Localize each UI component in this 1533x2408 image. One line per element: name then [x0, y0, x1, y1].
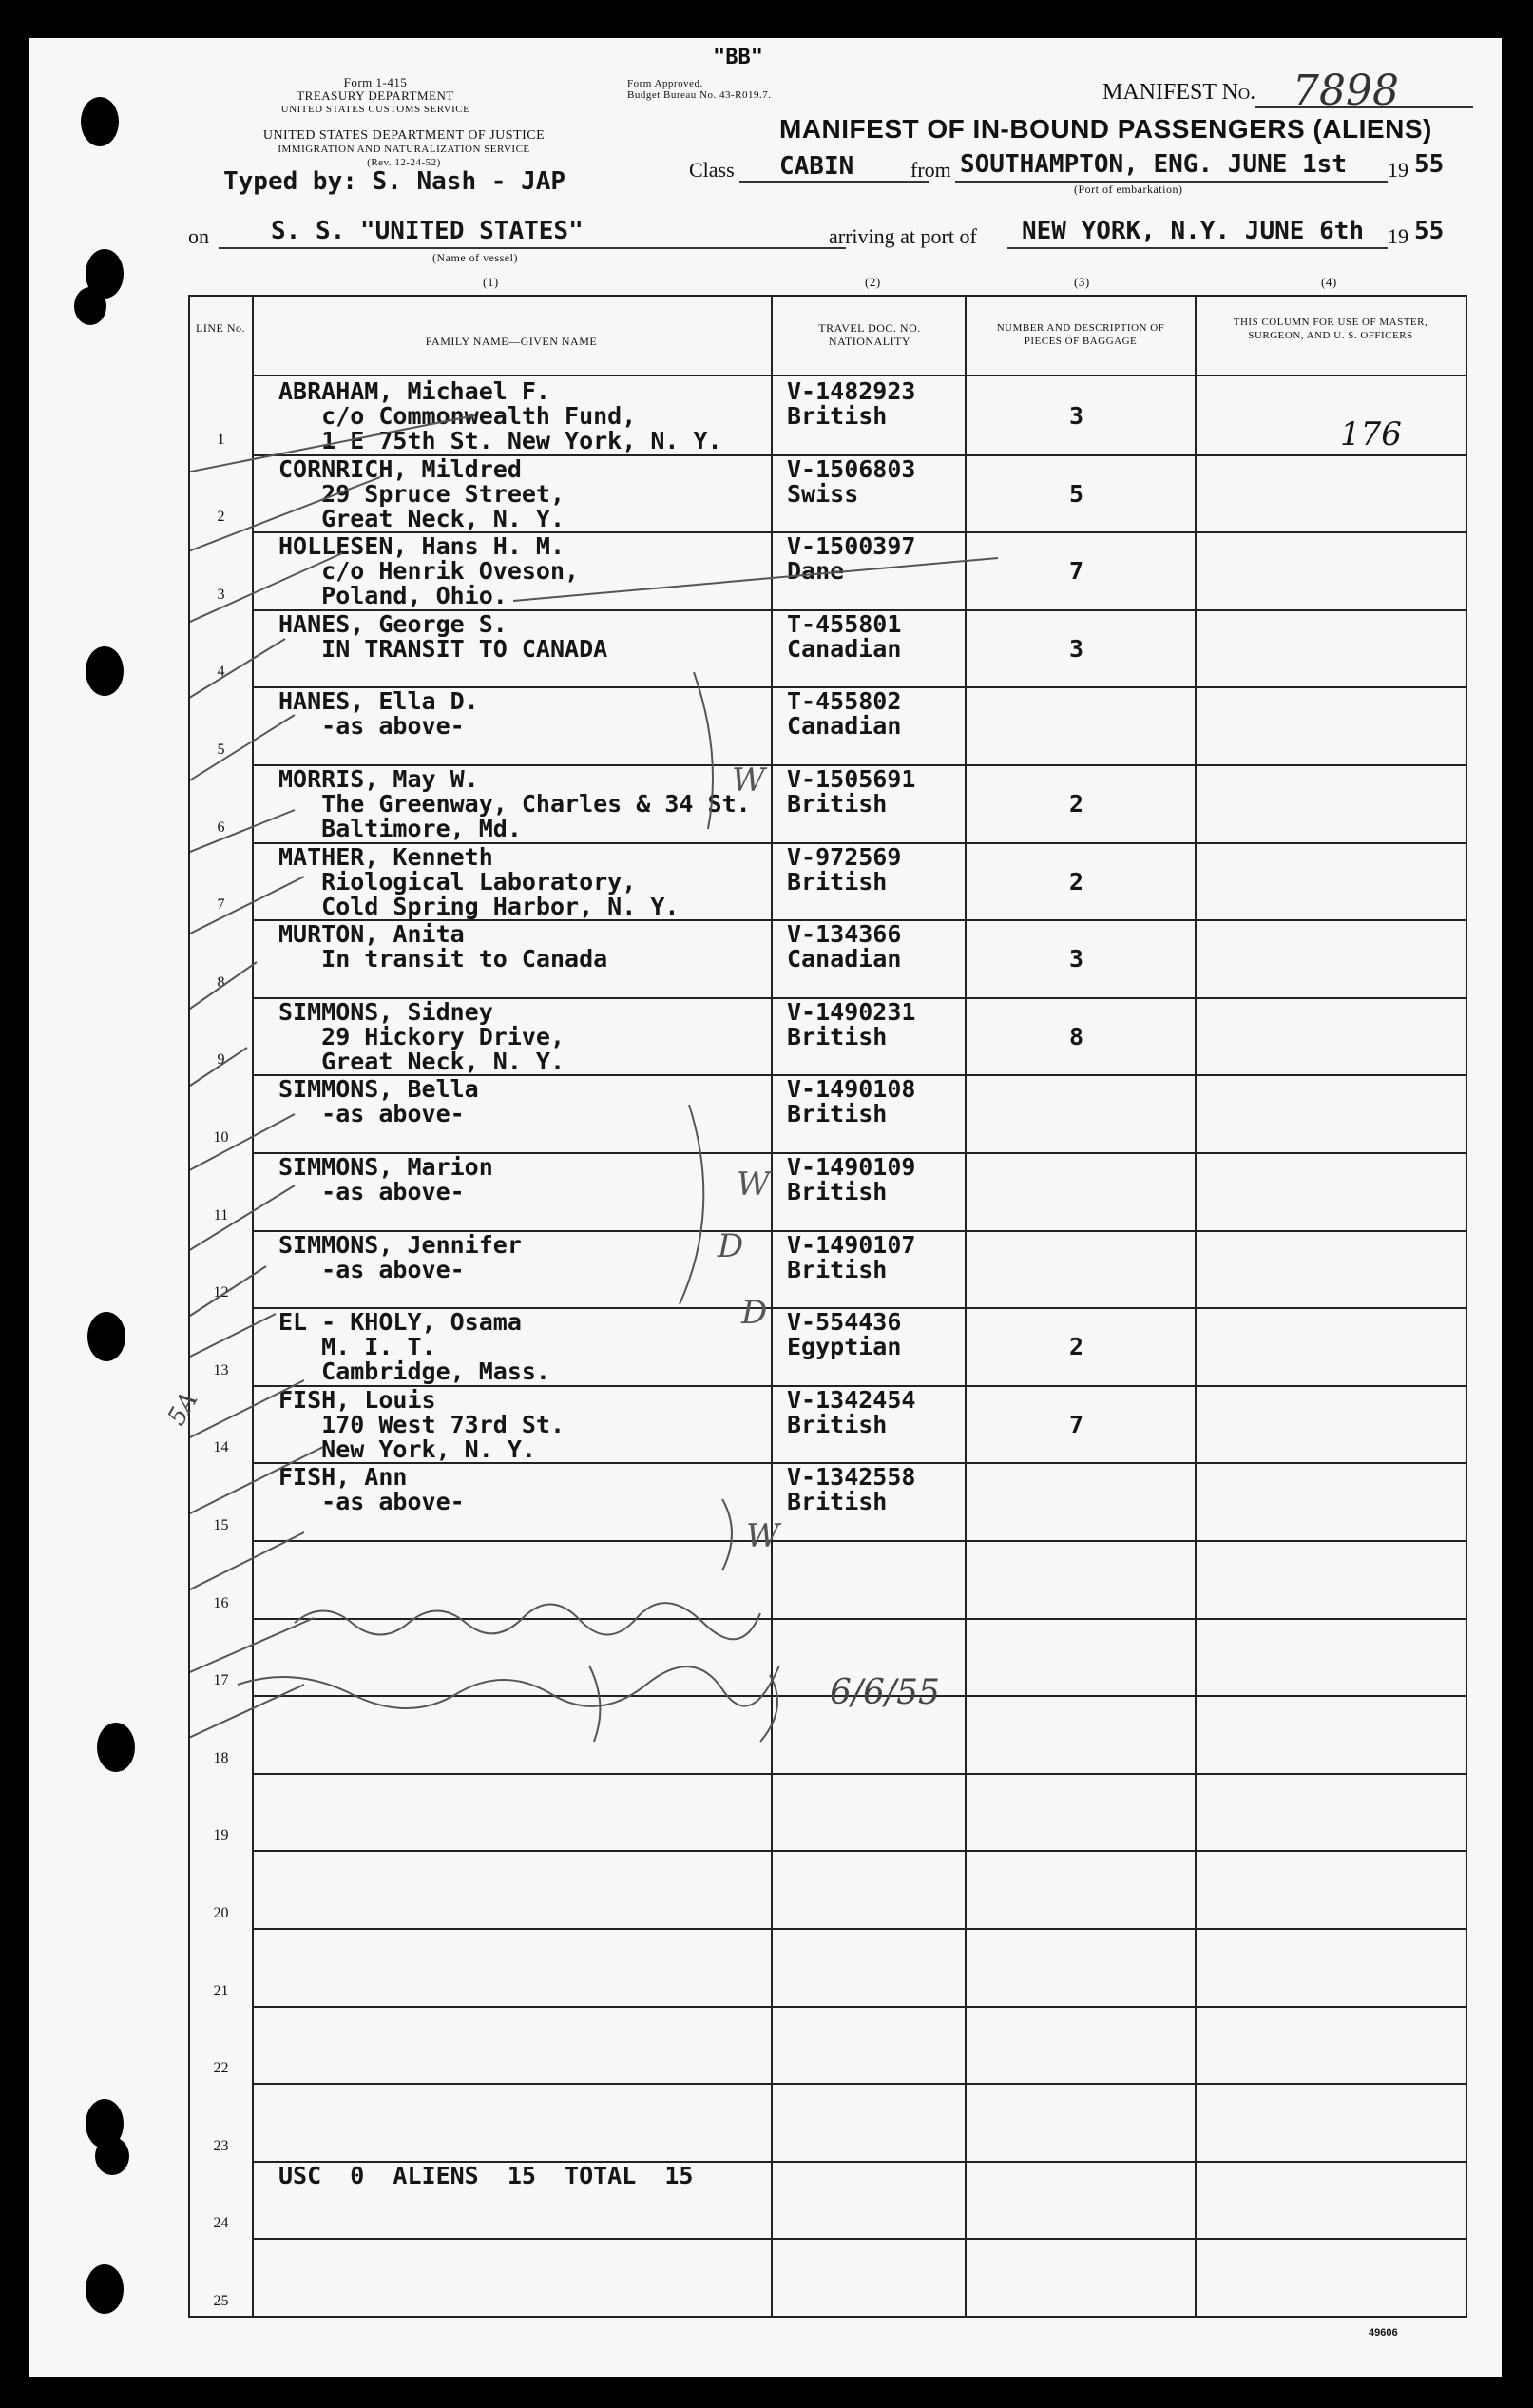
- line-number: 6: [217, 819, 225, 836]
- passenger-name-line: FISH, Ann: [278, 1463, 408, 1492]
- line-number: 4: [217, 664, 225, 681]
- line-number: 17: [213, 1672, 229, 1689]
- passenger-name-line: SIMMONS, Bella: [278, 1075, 479, 1104]
- manifest-page: [29, 38, 1502, 2377]
- hand-mark-w: W: [746, 1517, 779, 1555]
- passenger-name-line: FISH, Louis: [278, 1385, 436, 1414]
- nationality: Egyptian: [787, 1333, 902, 1361]
- travel-doc-number: V-1490107: [787, 1230, 916, 1259]
- class-value: CABIN: [779, 152, 854, 181]
- manifest-no-value: 7898: [1293, 67, 1399, 115]
- line-number: 24: [213, 2215, 229, 2232]
- budget-bureau: Budget Bureau No. 43-R019.7.: [627, 89, 772, 101]
- check-mark: [190, 1618, 314, 1685]
- passenger-name-line: SIMMONS, Marion: [278, 1153, 493, 1181]
- line-number: 25: [213, 2292, 229, 2309]
- line-number: 23: [213, 2137, 229, 2154]
- travel-doc-number: V-1342454: [787, 1385, 916, 1414]
- travel-doc-number: V-1490231: [787, 997, 916, 1026]
- passenger-name-line: HANES, George S.: [278, 609, 508, 638]
- punch-hole: [95, 2137, 129, 2175]
- from-year: 55: [1414, 150, 1445, 179]
- line-number: 8: [217, 973, 225, 991]
- nationality: British: [787, 402, 888, 430]
- vessel-value: S. S. "UNITED STATES": [271, 217, 584, 245]
- arriving-year: 55: [1414, 217, 1445, 245]
- line-no-header: LINE No.: [196, 321, 245, 335]
- travel-doc-number: V-1500397: [787, 532, 916, 561]
- passenger-name-line: -as above-: [278, 1255, 465, 1283]
- passenger-name-line: 29 Hickory Drive,: [278, 1022, 565, 1050]
- on-label: on: [188, 224, 209, 248]
- baggage-count: 8: [1069, 1022, 1084, 1050]
- baggage-count: 7: [1069, 1410, 1084, 1438]
- from-value: SOUTHAMPTON, ENG. JUNE 1st: [960, 150, 1347, 179]
- col-4-number: (4): [1321, 275, 1337, 289]
- passenger-name-line: 1 E 75th St. New York, N. Y.: [278, 427, 722, 454]
- passenger-name-line: Poland, Ohio.: [278, 582, 508, 610]
- line-number: 10: [213, 1128, 229, 1146]
- bracket: [680, 1105, 703, 1304]
- baggage-count: 2: [1069, 1333, 1084, 1361]
- passenger-name-line: USC 0 ALIENS 15 TOTAL 15: [278, 2161, 694, 2189]
- travel-doc-header: TRAVEL DOC. NO. NATIONALITY: [818, 321, 921, 348]
- travel-doc-number: V-1490108: [787, 1075, 916, 1104]
- nationality: Swiss: [787, 479, 859, 508]
- travel-doc-number: V-1490109: [787, 1153, 916, 1181]
- baggage-count: 2: [1069, 790, 1084, 818]
- nationality: British: [787, 1022, 888, 1050]
- travel-doc-number: V-1505691: [787, 765, 916, 793]
- travel-doc-number: T-455802: [787, 687, 902, 716]
- passenger-name-line: Great Neck, N. Y.: [278, 504, 565, 532]
- treasury-department: TREASURY DEPARTMENT: [297, 88, 454, 103]
- handwritten-date: 6/6/55: [830, 1673, 940, 1712]
- passenger-name-line: c/o Henrik Oveson,: [278, 557, 580, 586]
- justice-department: UNITED STATES DEPARTMENT OF JUSTICE: [262, 128, 546, 143]
- nationality: Canadian: [787, 945, 902, 973]
- punch-hole: [81, 97, 119, 146]
- arriving-value: NEW YORK, N.Y. JUNE 6th: [1022, 217, 1365, 245]
- manifest-table: [162, 295, 1467, 2318]
- travel-doc-number: T-455801: [787, 609, 902, 638]
- nationality: British: [787, 1488, 888, 1516]
- passenger-name-line: 170 West 73rd St.: [278, 1410, 565, 1438]
- form-number: Form 1-415: [343, 75, 408, 89]
- passenger-name-line: Baltimore, Md.: [278, 815, 522, 842]
- travel-doc-number: V-972569: [787, 842, 902, 871]
- passenger-name-line: HOLLESEN, Hans H. M.: [278, 532, 565, 561]
- nationality: British: [787, 1255, 888, 1283]
- line-number: 22: [213, 2060, 229, 2077]
- check-mark: [190, 1185, 295, 1262]
- check-mark: [190, 1114, 295, 1190]
- line-number: 14: [213, 1439, 229, 1456]
- baggage-count: 3: [1069, 634, 1084, 663]
- check-mark: [190, 1380, 304, 1447]
- arriving-year-prefix: 19: [1388, 224, 1408, 248]
- class-underline: [739, 181, 929, 183]
- passenger-name-line: -as above-: [278, 1178, 465, 1205]
- punch-hole: [97, 1723, 135, 1772]
- customs-service: UNITED STATES CUSTOMS SERVICE: [280, 104, 470, 115]
- officer-note: 176: [1340, 415, 1402, 453]
- line-number: 19: [213, 1827, 229, 1844]
- signature-scribble: [238, 1666, 779, 1708]
- arriving-label: arriving at port of: [829, 224, 977, 248]
- col-2-number: (2): [865, 275, 881, 289]
- ins-service: IMMIGRATION AND NATURALIZATION SERVICE: [278, 144, 530, 155]
- hand-mark-w: W: [737, 1165, 770, 1204]
- travel-doc-number: V-1342558: [787, 1463, 916, 1492]
- from-label: from: [910, 158, 951, 182]
- manifest-no-label: MANIFEST No.: [1102, 80, 1256, 105]
- check-mark: [190, 810, 295, 867]
- baggage-count: 3: [1069, 402, 1084, 430]
- nationality: Canadian: [787, 634, 902, 663]
- nationality: British: [787, 1100, 888, 1128]
- passenger-name-line: M. I. T.: [278, 1333, 436, 1361]
- passenger-name-line: c/o Commonwealth Fund,: [278, 402, 637, 430]
- hand-mark-w: W: [732, 761, 765, 799]
- check-mark: [190, 1266, 266, 1328]
- passenger-name-line: 29 Spruce Street,: [278, 479, 565, 508]
- punch-hole: [86, 2264, 124, 2314]
- hand-mark-d: D: [741, 1294, 768, 1332]
- passenger-name-line: The Greenway, Charles & 34 St.: [278, 790, 751, 818]
- form-approved: Form Approved.: [627, 78, 703, 89]
- name-header: FAMILY NAME—GIVEN NAME: [425, 335, 598, 348]
- line-number: 12: [213, 1284, 229, 1301]
- line-number: 18: [213, 1749, 229, 1766]
- typed-by: Typed by: S. Nash - JAP: [223, 167, 566, 196]
- passenger-name-line: Riological Laboratory,: [278, 867, 637, 896]
- passenger-name-line: Cambridge, Mass.: [278, 1358, 550, 1386]
- col-1-number: (1): [483, 275, 499, 289]
- baggage-count: 5: [1069, 479, 1084, 508]
- passenger-name-line: MATHER, Kenneth: [278, 842, 493, 871]
- travel-doc-number: V-1482923: [787, 377, 916, 405]
- nationality: British: [787, 790, 888, 818]
- punch-hole: [86, 646, 124, 696]
- passenger-name-line: IN TRANSIT TO CANADA: [278, 634, 608, 663]
- check-mark: [190, 715, 295, 786]
- form-approved-block: [627, 78, 771, 101]
- footer-code: 49606: [1369, 2327, 1398, 2339]
- port-caption: (Port of embarkation): [1074, 183, 1183, 196]
- signature-scribble: [295, 1603, 760, 1639]
- passenger-name-line: Cold Spring Harbor, N. Y.: [278, 892, 680, 920]
- passenger-name-line: SIMMONS, Sidney: [278, 997, 493, 1026]
- passenger-name-line: -as above-: [278, 712, 465, 741]
- passenger-name-line: MURTON, Anita: [278, 920, 465, 949]
- line-number: 9: [217, 1051, 225, 1069]
- check-mark: [513, 558, 998, 601]
- line-number: 21: [213, 1982, 229, 1999]
- revision-date: (Rev. 12-24-52): [367, 157, 441, 168]
- punch-hole: [74, 287, 106, 325]
- baggage-count: 7: [1069, 557, 1084, 586]
- officers-header: THIS COLUMN FOR USE OF MASTER, SURGEON, AND U. S. OFFICERS: [1233, 317, 1428, 341]
- travel-doc-number: V-1506803: [787, 454, 916, 483]
- check-mark: [190, 553, 342, 639]
- line-number: 13: [213, 1361, 229, 1378]
- manifest-title: MANIFEST OF IN-BOUND PASSENGERS (ALIENS): [779, 114, 1432, 144]
- nationality: Canadian: [787, 712, 902, 741]
- bracket: [694, 672, 713, 829]
- passenger-name-line: New York, N. Y.: [278, 1435, 536, 1463]
- passenger-name-line: CORNRICH, Mildred: [278, 454, 522, 483]
- check-mark: [190, 877, 304, 953]
- line-number: 1: [217, 431, 225, 448]
- form-number-block: [257, 76, 494, 116]
- passenger-name-line: -as above-: [278, 1488, 465, 1516]
- check-mark: [190, 1532, 304, 1609]
- passenger-name-line: SIMMONS, Jennifer: [278, 1230, 522, 1259]
- passenger-name-line: Great Neck, N. Y.: [278, 1047, 565, 1075]
- nationality: British: [787, 867, 888, 896]
- check-mark: [190, 1314, 276, 1361]
- baggage-count: 3: [1069, 945, 1084, 973]
- passenger-name-line: MORRIS, May W.: [278, 765, 479, 793]
- nationality: British: [787, 1178, 888, 1205]
- line-number: 7: [217, 896, 225, 914]
- bb-mark: "BB": [713, 46, 763, 69]
- signature-scribble: [589, 1666, 600, 1742]
- travel-doc-number: V-554436: [787, 1308, 902, 1337]
- nationality: Dane: [787, 557, 845, 586]
- check-mark: [190, 415, 475, 477]
- check-mark: [190, 1447, 323, 1523]
- passenger-name-line: ABRAHAM, Michael F.: [278, 377, 550, 405]
- passenger-name-line: In transit to Canada: [278, 945, 608, 973]
- passenger-name-line: EL - KHOLY, Osama: [278, 1308, 522, 1337]
- check-mark: [190, 962, 257, 1029]
- baggage-header: NUMBER AND DESCRIPTION OF PIECES OF BAGGAGE: [996, 322, 1165, 347]
- check-mark: [190, 1685, 304, 1742]
- vessel-caption: (Name of vessel): [432, 251, 518, 264]
- passenger-name-line: HANES, Ella D.: [278, 687, 479, 716]
- class-label: Class: [689, 158, 735, 182]
- vessel-underline: [219, 247, 846, 249]
- side-note: 5A: [162, 1387, 204, 1431]
- line-number: 3: [217, 586, 225, 603]
- line-number: 20: [213, 1904, 229, 1921]
- check-mark: [190, 639, 285, 715]
- line-number: 11: [213, 1206, 229, 1223]
- punch-hole: [87, 1312, 125, 1361]
- check-mark: [190, 477, 380, 558]
- nationality: British: [787, 1410, 888, 1438]
- arriving-underline: [1007, 247, 1388, 249]
- handwriting-overlay: [190, 297, 1466, 2316]
- justice-block: [200, 129, 608, 169]
- baggage-count: 2: [1069, 867, 1084, 896]
- bracket: [722, 1499, 732, 1570]
- hand-mark-d: D: [718, 1227, 744, 1265]
- passenger-name-line: -as above-: [278, 1100, 465, 1128]
- line-number: 5: [217, 741, 225, 758]
- travel-doc-number: V-134366: [787, 920, 902, 949]
- line-number: 16: [213, 1594, 229, 1611]
- line-number: 15: [213, 1516, 229, 1533]
- check-mark: [190, 1048, 247, 1105]
- from-year-prefix: 19: [1388, 158, 1408, 182]
- col-3-number: (3): [1074, 275, 1090, 289]
- line-number: 2: [217, 509, 225, 526]
